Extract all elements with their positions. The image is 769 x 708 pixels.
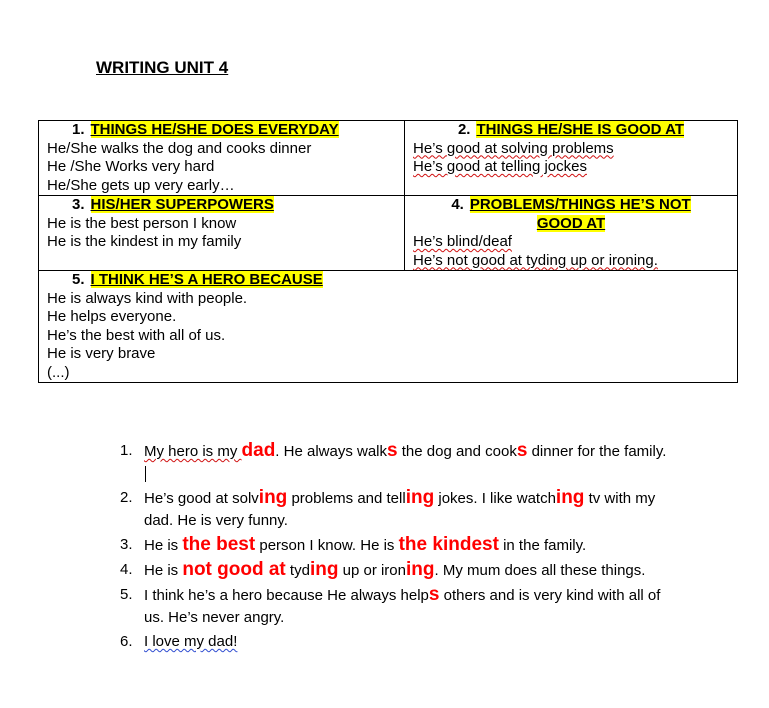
highlight-word: s	[428, 584, 440, 605]
story-text: I think he’s a hero because He always help	[144, 587, 429, 604]
item-number: 2.	[120, 489, 133, 506]
box-line: He helps everyone.	[47, 308, 177, 325]
story-item	[108, 584, 668, 629]
box-things-everyday	[39, 121, 405, 196]
story-text: . He always walk	[275, 443, 387, 460]
highlight-word: not good at	[182, 559, 286, 580]
highlight-word: ing	[258, 487, 288, 508]
box-line: He’s the best with all of us.	[47, 326, 226, 344]
box-heading-text: THINGS HE/SHE IS GOOD AT	[476, 121, 685, 138]
box-not-good-at	[405, 196, 738, 271]
story-text: tyd	[285, 562, 310, 579]
box-line: (...)	[47, 363, 70, 381]
box-line: He is the kindest in my family	[47, 233, 242, 250]
highlight-word: ing	[555, 487, 585, 508]
story-text: in the family.	[498, 537, 587, 554]
highlight-word: s	[516, 440, 528, 461]
text-cursor	[145, 466, 146, 482]
item-number: 3.	[120, 536, 133, 553]
brainstorm-table	[38, 120, 738, 383]
story-text: person I know. He is	[255, 537, 399, 554]
box-line: He/She walks the dog and cooks dinner	[47, 139, 312, 157]
box-line: He’s not good at tyding up or ironing.	[413, 251, 658, 269]
story-text: up or iron	[338, 562, 406, 579]
item-number: 1.	[120, 442, 133, 459]
box-line: He is very brave	[47, 345, 156, 362]
box-heading-text: PROBLEMS/THINGS HE’S NOT	[469, 196, 691, 213]
story-item	[108, 534, 668, 557]
highlight-word: s	[387, 440, 398, 461]
story-text: . My mum does all these things.	[434, 562, 646, 579]
box-heading-text: THINGS HE/SHE DOES EVERYDAY	[90, 121, 339, 138]
box-line: He/She gets up very early…	[47, 176, 235, 194]
story-text: I love my dad!	[144, 633, 238, 650]
box-good-at	[405, 121, 738, 196]
story-text: problems and tell	[287, 490, 406, 507]
box-line: He is always kind with people.	[47, 289, 248, 307]
highlight-word: the best	[182, 534, 256, 555]
box-heading	[47, 196, 396, 215]
story-text: He’s good at solv	[144, 490, 259, 507]
box-heading-text: HIS/HER SUPERPOWERS	[90, 196, 274, 213]
box-heading	[47, 121, 396, 140]
story-text: tv with my dad. He is very funny.	[144, 490, 656, 529]
box-line: He is the best person I know	[47, 214, 237, 232]
story-text: jokes. I like watch	[434, 490, 556, 507]
box-heading-text: I THINK HE’S A HERO BECAUSE	[90, 271, 323, 288]
item-number: 5.	[120, 586, 133, 603]
box-heading	[47, 271, 729, 290]
box-number: 3.	[72, 196, 85, 213]
box-line: He’s good at telling jockes	[413, 158, 587, 175]
box-hero-because	[39, 271, 738, 383]
box-number: 1.	[72, 121, 85, 138]
box-number: 4.	[451, 196, 464, 213]
story-text: others and is very kind with all of us. He’s never angry.	[144, 587, 661, 626]
story-text: My hero is my	[144, 443, 242, 460]
box-heading	[413, 196, 729, 215]
highlight-word: ing	[406, 559, 435, 580]
story-item	[108, 440, 668, 485]
box-heading-cont	[413, 215, 729, 234]
box-heading-text: GOOD AT	[536, 214, 606, 232]
story-text: He is	[144, 537, 183, 554]
story-text: He is	[144, 562, 183, 579]
box-number: 2.	[457, 121, 471, 138]
item-number: 6.	[120, 633, 133, 650]
box-heading	[413, 121, 729, 140]
page-title: WRITING UNIT 4	[96, 58, 229, 77]
story-text: dinner for the family.	[527, 443, 667, 460]
box-line: He’s good at solving problems	[413, 139, 614, 157]
box-line: He /She Works very hard	[47, 158, 215, 175]
box-superpowers	[39, 196, 405, 271]
story-item	[108, 487, 668, 532]
highlight-word: ing	[405, 487, 435, 508]
item-number: 4.	[120, 561, 133, 578]
story-text: the dog and cook	[397, 443, 517, 460]
story-item	[108, 559, 668, 582]
story-list	[108, 440, 668, 655]
story-item	[108, 631, 668, 653]
highlight-word: dad	[241, 440, 276, 461]
box-line: He’s blind/deaf	[413, 233, 512, 250]
box-number: 5.	[72, 271, 85, 288]
highlight-word: ing	[309, 559, 339, 580]
highlight-word: the kindest	[398, 534, 499, 555]
